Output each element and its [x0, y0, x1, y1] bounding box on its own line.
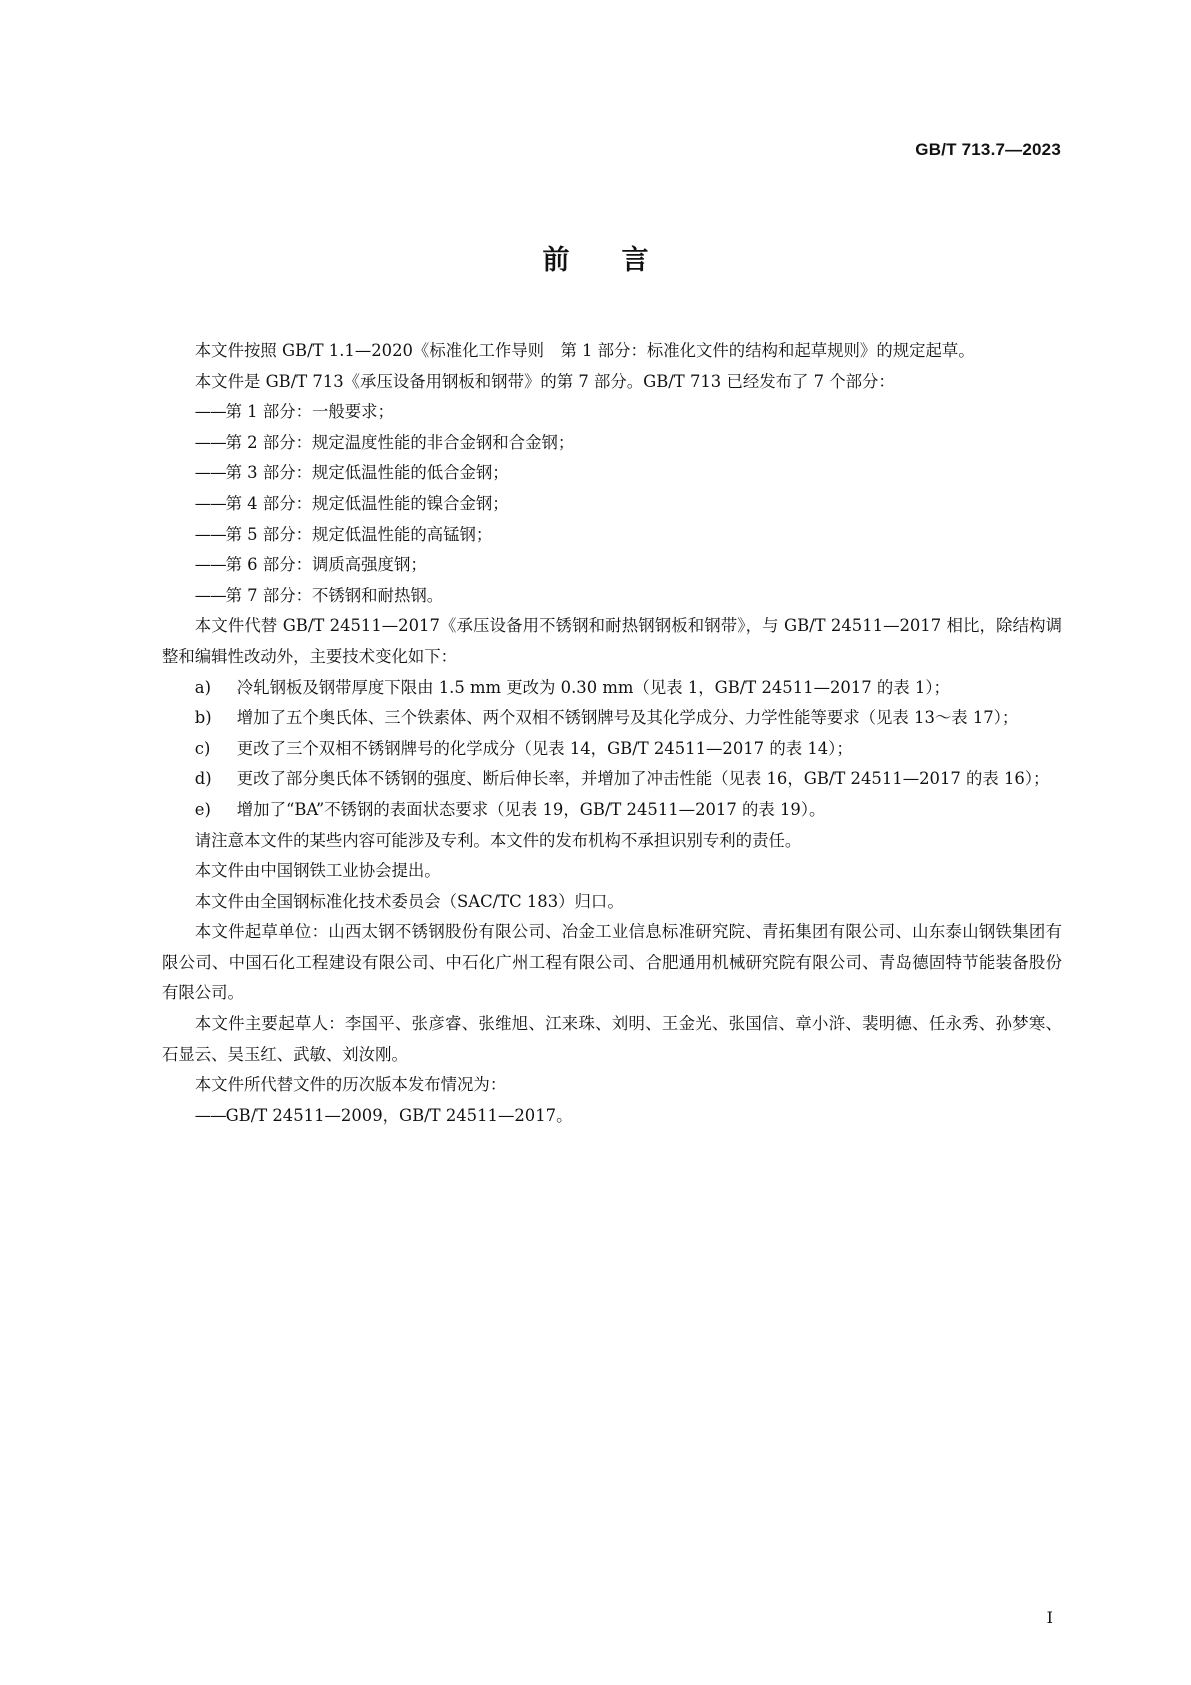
dash-mark: —— [194, 524, 226, 544]
history-item [162, 1101, 1062, 1132]
changes-list [162, 673, 1062, 826]
item-text: 增加了五个奥氏体、三个铁素体、两个双相不锈钢牌号及其化学成分、力学性能等要求（见表 13～表 17）； [236, 708, 1019, 728]
item-label: c) [194, 738, 211, 758]
paragraph-drafters: 本文件主要起草人：李国平、张彦睿、张维旭、江来珠、刘明、王金光、张国信、章小浒、裴明德、任永秀、孙梦寒、石显云、吴玉红、武敏、刘汝刚。 [162, 1014, 1062, 1064]
part-text: 第 4 部分：规定低温性能的镍合金钢； [225, 493, 509, 513]
list-item [162, 673, 1062, 704]
part-text: 第 1 部分：一般要求； [225, 402, 394, 422]
page-title: 前言 [542, 245, 701, 276]
page-number: I [1046, 1608, 1053, 1627]
dash-mark: —— [194, 1105, 226, 1125]
dash-mark: —— [194, 432, 226, 452]
list-item [162, 581, 1062, 612]
paragraph-history-intro: 本文件所代替文件的历次版本发布情况为： [194, 1075, 507, 1095]
parts-list [162, 397, 1062, 611]
list-item [162, 397, 1062, 428]
list-item [162, 550, 1062, 581]
part-text: 第 7 部分：不锈钢和耐热钢。 [225, 585, 444, 605]
paragraph-drafting-units: 本文件起草单位：山西太钢不锈钢股份有限公司、冶金工业信息标准研究院、青拓集团有限公司、山东泰山钢铁集团有限公司、中国石化工程建设有限公司、中石化广州工程有限公司、合肥通用机械研究院有限公司、青岛德固特节能装备股份有限公司。 [162, 922, 1062, 1003]
item-text: 更改了三个双相不锈钢牌号的化学成分（见表 14，GB/T 24511—2017 的表 14）； [236, 738, 853, 758]
list-item [162, 489, 1062, 520]
item-text: 增加了“BA”不锈钢的表面状态要求（见表 19，GB/T 24511—2017 的表 19）。 [236, 799, 826, 819]
dash-mark: —— [194, 463, 226, 483]
part-text: 第 6 部分：调质高强度钢； [225, 555, 427, 575]
item-text: 冷轧钢板及钢带厚度下限由 1.5 mm 更改为 0.30 mm（见表 1，GB/T 24511—2017 的表 1）； [236, 677, 950, 697]
list-item [162, 764, 1062, 795]
paragraph-patent-notice: 请注意本文件的某些内容可能涉及专利。本文件的发布机构不承担识别专利的责任。 [194, 830, 802, 850]
paragraph-drafting-rule: 本文件按照 GB/T 1.1—2020《标准化工作导则 第 1 部分：标准化文件的结构和起草规则》的规定起草。 [194, 341, 975, 360]
list-item [162, 428, 1062, 459]
item-label: e) [194, 799, 211, 819]
item-text: 更改了部分奥氏体不锈钢的强度、断后伸长率，并增加了冲击性能（见表 16，GB/T 24511—2017 的表 16）； [236, 769, 1050, 789]
document-body [162, 336, 1062, 1131]
paragraph-committee: 本文件由全国钢标准化技术委员会（SAC/TC 183）归口。 [194, 891, 624, 911]
item-label: d) [194, 769, 212, 789]
part-text: 第 2 部分：规定温度性能的非合金钢和合金钢； [225, 432, 575, 452]
dash-mark: —— [194, 585, 226, 605]
list-item [162, 458, 1062, 489]
list-item [162, 795, 1062, 826]
paragraph-series-info: 本文件是 GB/T 713《承压设备用钢板和钢带》的第 7 部分。GB/T 713 已经发布了 7 个部分： [194, 371, 895, 391]
part-text: 第 5 部分：规定低温性能的高锰钢； [225, 524, 493, 544]
list-item [162, 520, 1062, 551]
dash-mark: —— [194, 402, 226, 422]
history-text: GB/T 24511—2009，GB/T 24511—2017。 [225, 1105, 573, 1125]
item-label: a) [194, 677, 211, 697]
dash-mark: —— [194, 493, 226, 513]
paragraph-replacement: 本文件代替 GB/T 24511—2017《承压设备用不锈钢和耐热钢钢板和钢带》，与 GB/T 24511—2017 相比，除结构调整和编辑性改动外，主要技术变化如下： [162, 616, 1062, 666]
item-label: b) [194, 708, 212, 728]
part-text: 第 3 部分：规定低温性能的低合金钢； [225, 463, 509, 483]
paragraph-proposer: 本文件由中国钢铁工业协会提出。 [194, 861, 441, 881]
list-item [162, 734, 1062, 765]
dash-mark: —— [194, 555, 226, 575]
list-item [162, 703, 1062, 734]
document-code: GB/T 713.7—2023 [915, 140, 1061, 159]
